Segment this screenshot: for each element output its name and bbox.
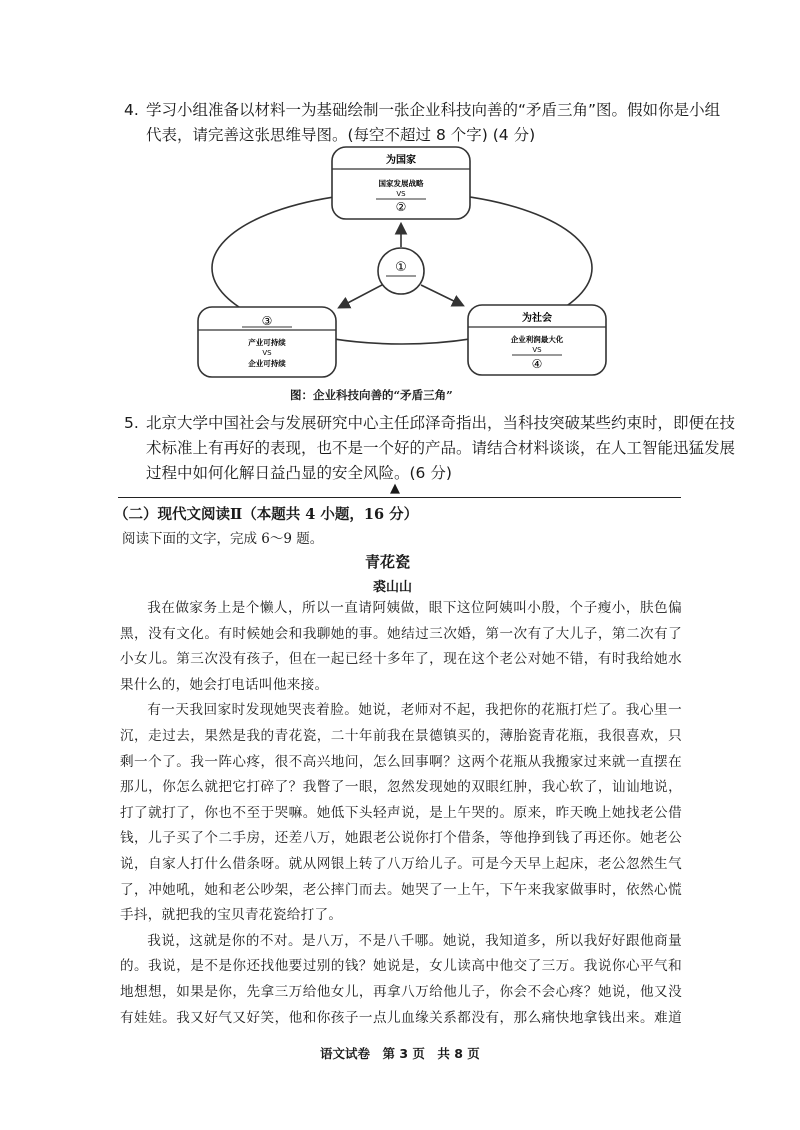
question-4 — [124, 98, 721, 148]
story-paragraph-1: 我在做家务上是个懒人，所以一直请阿姨做，眼下这位阿姨叫小殷，个子瘦小，肤色偏黑，没有文化。有时候她会和我聊她的事。她结过三次婚，第一次有了大儿子，第二次有了小女儿。第三次没有孩子，但在一起已经十多年了，现在这个老公对她不错，有时我给她水果什么的，她会打电话叫他来接。 — [120, 600, 682, 693]
top-box-line-1: 国家发展战略 — [378, 179, 424, 188]
left-box-line-1: 产业可持续 — [248, 338, 286, 347]
left-box-line-2: 企业可持续 — [248, 359, 286, 368]
page-footer: 语文试卷 第 3 页 共 8 页 — [320, 1046, 480, 1061]
center-blank: ① — [395, 260, 407, 275]
question-5-line-3: 过程中如何化解日益凸显的安全风险。(6 分) — [146, 464, 452, 482]
right-box-line-1: 企业利润最大化 — [510, 335, 564, 344]
story-title: 青花瓷 — [365, 553, 411, 571]
left-box-blank: ③ — [261, 314, 273, 328]
question-4-line-2: 代表，请完善这张思维导图。(每空不超过 8 个字) (4 分) — [146, 126, 536, 144]
top-box-title: 为国家 — [386, 155, 416, 166]
diagram-caption: 图：企业科技向善的“矛盾三角” — [290, 388, 453, 402]
story-paragraph-3: 我说，这就是你的不对。是八万，不是八千哪。她说，我知道多，所以我好好跟他商量的。我说，是不是你还找他要过别的钱？她说是，女儿读高中他交了三万。我说你心平气和地想想，如果是你，先拿三万给他女儿，再拿八万给他儿子，你会不会心疼？她说，他又没有娃娃。我又好气又好笑，他和你孩子一点儿血缘关系都没有，那么痛快地拿钱出来。难道 — [120, 932, 682, 1026]
top-box-blank: ② — [395, 200, 407, 214]
question-5 — [124, 411, 736, 486]
contradiction-triangle-diagram — [190, 143, 610, 379]
arrow-right — [421, 285, 462, 305]
question-5-number: 5. — [124, 414, 139, 432]
question-5-line-2: 术标准上有再好的表现，也不是一个好的产品。请结合材料谈谈，在人工智能迅猛发展 — [146, 439, 736, 457]
story-body — [120, 596, 682, 1034]
question-5-line-1: 北京大学中国社会与发展研究中心主任邱泽奇指出，当科技突破某些约束时，即便在技 — [146, 414, 736, 432]
right-box-blank: ④ — [531, 357, 543, 371]
section-divider — [118, 497, 681, 498]
question-4-number: 4. — [124, 101, 139, 119]
triangle-marker: ▲ — [390, 481, 400, 496]
question-4-line-1: 学习小组准备以材料一为基础绘制一张企业科技向善的“矛盾三角”图。假如你是小组 — [146, 101, 721, 119]
right-box-vs: VS — [532, 346, 542, 354]
left-box-vs: VS — [262, 349, 272, 357]
arrow-left — [340, 285, 382, 307]
section-2-heading: （二）现代文阅读Ⅱ（本题共 4 小题，16 分） — [114, 506, 419, 523]
top-box-vs: VS — [396, 190, 406, 198]
right-box-title: 为社会 — [522, 313, 552, 324]
section-2-instruction: 阅读下面的文字，完成 6～9 题。 — [122, 531, 324, 547]
story-author: 裘山山 — [373, 580, 413, 595]
story-paragraph-2: 有一天我回家时发现她哭丧着脸。她说，老师对不起，我把你的花瓶打烂了。我心里一沉，走过去，果然是我的青花瓷，二十年前我在景德镇买的，薄胎瓷青花瓶，我很喜欢，只剩一个了。我一阵心疼，很不高兴地问，怎么回事啊？这两个花瓶从我搬家过来就一直摆在那儿，你怎么就把它打碎了？我瞥了一眼，忽然发现她的双眼红肿，我心软了，讪讪地说，打了就打了，你也不至于哭嘛。她低下头轻声说，是上午哭的。原来，昨天晚上她找老公借钱，儿子买了个二手房，还差八万，她跟老公说你打个借条，等他挣到钱了再还你。她老公说，自家人打什么借条呀。就从网银上转了八万给儿子。可是今天早上起床，老公忽然生气了，冲她吼，她和老公吵架，老公摔门而去。她哭了一上午，下午来我家做事时，依然心慌手抖，就把我的宝贝青花瓷给打了。 — [120, 702, 682, 924]
